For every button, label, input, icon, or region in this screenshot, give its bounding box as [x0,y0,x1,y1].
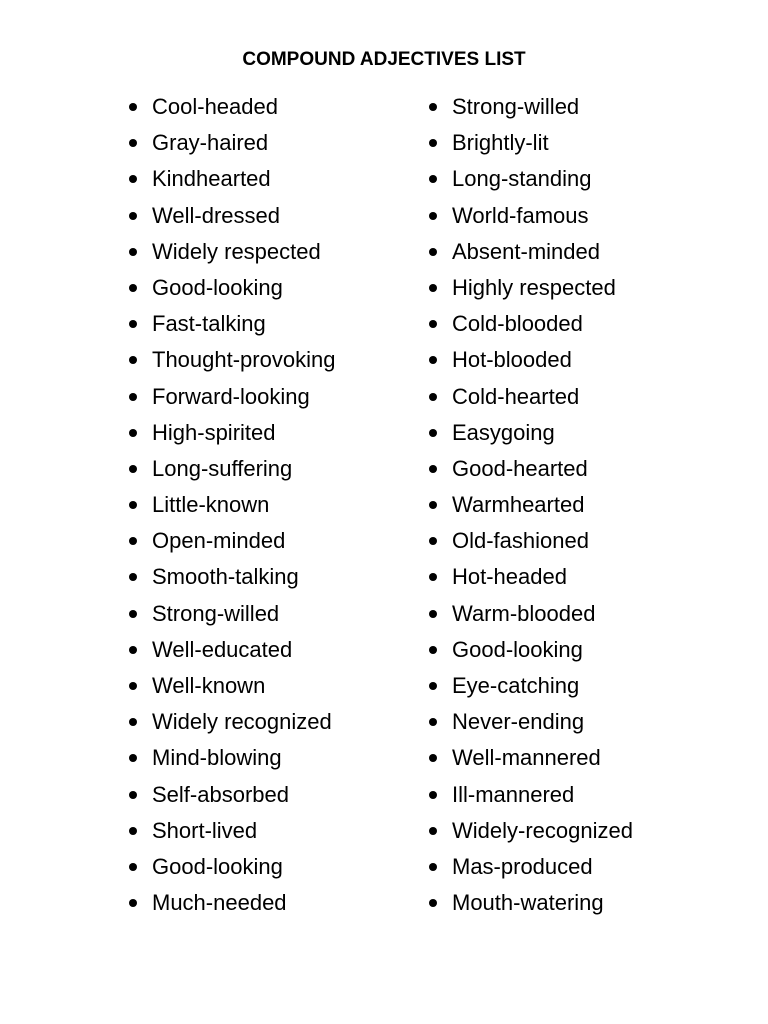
adjective-text: Cold-blooded [452,311,583,337]
adjective-text: Mas-produced [452,853,593,879]
bullet-icon [129,718,137,726]
adjective-text: Warmhearted [452,492,585,518]
adjective-text: Absent-minded [452,238,600,264]
adjective-text: Good-looking [152,853,283,879]
bullet-icon [129,899,137,907]
left-list-item [126,234,416,270]
bullet-icon [429,754,437,762]
adjective-text: World-famous [452,202,589,228]
right-list-item [426,704,726,740]
adjective-text: Warm-blooded [452,600,596,626]
right-list-item [426,885,726,921]
left-list-item [126,559,416,595]
right-list-item [426,270,726,306]
adjective-text: Long-suffering [152,455,293,481]
bullet-icon [129,791,137,799]
bullet-icon [129,103,137,111]
right-list-item [426,668,726,704]
bullet-icon [429,573,437,581]
adjective-text: Open-minded [152,528,286,554]
adjective-text: Mouth-watering [452,890,604,916]
adjective-text: Never-ending [452,709,585,735]
right-list-item [426,596,726,632]
bullet-icon [129,320,137,328]
bullet-icon [429,827,437,835]
adjective-text: High-spirited [152,419,276,445]
adjective-text: Widely respected [152,238,321,264]
right-list-item [426,125,726,161]
left-list-item [126,379,416,415]
adjective-text: Little-known [152,492,270,518]
left-adjective-list [126,89,416,921]
right-list-item [426,342,726,378]
left-list-item [126,125,416,161]
bullet-icon [129,175,137,183]
adjective-text: Cold-hearted [452,383,580,409]
adjective-text: Good-looking [452,636,583,662]
adjective-text: Cool-headed [152,94,278,119]
bullet-icon [429,284,437,292]
adjective-text: Forward-looking [152,383,310,409]
bullet-icon [429,320,437,328]
bullet-icon [129,863,137,871]
right-list-item [426,234,726,270]
left-list-item [126,523,416,559]
left-list-item [126,813,416,849]
bullet-icon [129,393,137,401]
bullet-icon [429,899,437,907]
right-list-item [426,777,726,813]
bullet-icon [429,537,437,545]
adjective-text: Smooth-talking [152,564,299,590]
left-list-item [126,740,416,776]
right-list-item [426,487,726,523]
left-list-item [126,198,416,234]
adjective-text: Easygoing [452,419,555,445]
bullet-icon [129,212,137,220]
right-list-item [426,451,726,487]
left-list-item [126,668,416,704]
right-list-item [426,813,726,849]
page-title: COMPOUND ADJECTIVES LIST [242,49,526,70]
bullet-icon [129,682,137,690]
bullet-icon [129,139,137,147]
bullet-icon [429,501,437,509]
left-list-item [126,487,416,523]
bullet-icon [129,754,137,762]
right-list-item [426,198,726,234]
bullet-icon [129,248,137,256]
adjective-text: Thought-provoking [152,347,336,373]
bullet-icon [429,356,437,364]
adjective-text: Strong-willed [452,94,580,119]
bullet-icon [429,212,437,220]
right-adjective-list [426,89,726,921]
left-list-item [126,306,416,342]
left-list-item [126,777,416,813]
adjective-text: Old-fashioned [452,528,589,554]
bullet-icon [429,393,437,401]
adjective-text: Gray-haired [152,130,269,156]
left-list-item [126,342,416,378]
adjective-text: Highly respected [452,274,616,300]
bullet-icon [129,501,137,509]
bullet-icon [429,139,437,147]
bullet-icon [429,863,437,871]
bullet-icon [429,175,437,183]
bullet-icon [429,682,437,690]
adjective-text: Good-hearted [452,455,588,481]
right-list-item [426,632,726,668]
left-list-item [126,849,416,885]
bullet-icon [429,791,437,799]
right-list-item [426,306,726,342]
left-list-item [126,451,416,487]
adjective-text: Eye-catching [452,673,580,698]
adjective-text: Brightly-lit [452,130,549,156]
adjective-text: Kindhearted [152,166,271,192]
adjective-text: Well-dressed [152,202,280,228]
adjective-text: Well-mannered [452,745,601,771]
bullet-icon [429,718,437,726]
adjective-text: Good-looking [152,274,283,300]
right-list-item [426,89,726,125]
bullet-icon [429,465,437,473]
left-list-item [126,885,416,921]
adjective-text: Hot-blooded [452,347,572,373]
left-list-item [126,270,416,306]
bullet-icon [429,646,437,654]
left-list-item [126,596,416,632]
adjective-text: Well-known [152,673,266,698]
bullet-icon [129,356,137,364]
adjective-text: Short-lived [152,817,258,843]
right-list-item [426,849,726,885]
adjective-text: Fast-talking [152,311,266,337]
adjective-text: Ill-mannered [452,781,575,807]
right-list-item [426,161,726,197]
adjective-text: Well-educated [152,636,293,662]
bullet-icon [129,429,137,437]
right-list-item [426,559,726,595]
adjective-text: Strong-willed [152,600,280,626]
left-list-item [126,415,416,451]
right-list-item [426,523,726,559]
left-list-item [126,89,416,125]
bullet-icon [129,284,137,292]
adjective-text: Mind-blowing [152,745,282,771]
bullet-icon [429,610,437,618]
bullet-icon [129,537,137,545]
bullet-icon [429,429,437,437]
bullet-icon [129,610,137,618]
right-list-item [426,415,726,451]
adjective-text: Long-standing [452,166,592,192]
bullet-icon [129,573,137,581]
bullet-icon [129,646,137,654]
bullet-icon [129,465,137,473]
left-list-item [126,704,416,740]
left-list-item [126,632,416,668]
bullet-icon [429,248,437,256]
adjective-text: Widely recognized [152,709,332,735]
adjective-text: Hot-headed [452,564,567,590]
adjective-text: Much-needed [152,890,287,916]
right-list-item [426,740,726,776]
adjective-text: Widely-recognized [452,817,633,843]
left-list-item [126,161,416,197]
adjective-text: Self-absorbed [152,781,289,807]
bullet-icon [429,103,437,111]
right-list-item [426,379,726,415]
bullet-icon [129,827,137,835]
